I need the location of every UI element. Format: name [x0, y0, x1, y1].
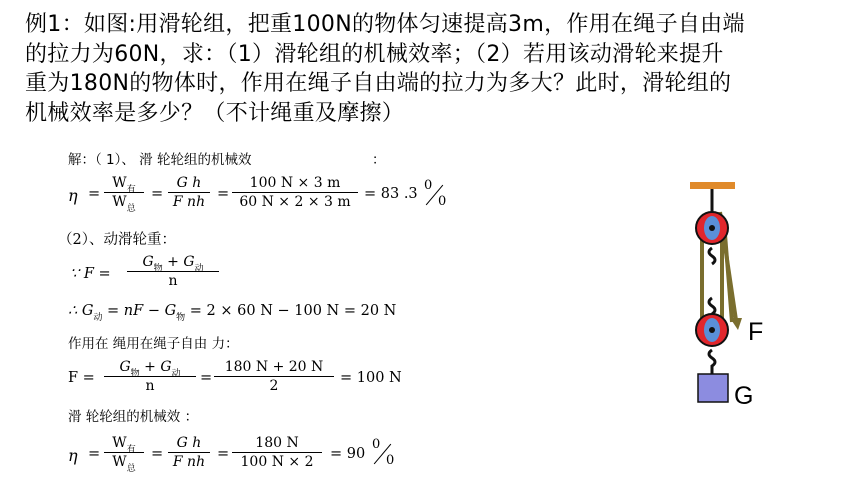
step1-label-text: 解：（ 1）、 滑 轮轮组的机械效 — [68, 152, 252, 168]
w-zong-2: W — [112, 454, 127, 470]
step1-colon: ： — [372, 152, 386, 168]
fixed-pulley-axle — [709, 225, 715, 231]
g-wu-sub: 物 — [153, 264, 163, 274]
force-arrow-head — [730, 318, 742, 330]
denominator-4: 100 N × 2 — [240, 454, 314, 470]
plus: + — [167, 254, 179, 270]
numerator-1: 100 N × 3 m — [232, 175, 358, 193]
g-wu-sub-2: 物 — [130, 369, 140, 379]
fraction-w-ratio-1 — [104, 175, 144, 214]
w-you-2: W — [112, 435, 127, 451]
therefore-g: ∴ G — [68, 303, 94, 319]
ceiling-beam — [690, 182, 735, 189]
result-3: = 100 N — [340, 370, 402, 386]
w-you: W — [112, 175, 127, 191]
n-denominator: n — [168, 273, 178, 289]
therefore-end: = 2 × 60 N − 100 N = 20 N — [189, 303, 397, 319]
therefore-g-sub: 动 — [93, 313, 103, 323]
problem-line-2: 的拉力为60N，求：（1）滑轮组的机械效率；（2）若用该动滑轮来提升 — [25, 41, 724, 67]
movable-pulley-axle — [709, 327, 715, 333]
w-you-sub-2: 有 — [126, 445, 136, 455]
equals-2: = — [151, 186, 164, 202]
g-wu-2: G — [119, 359, 131, 375]
w-you-sub: 有 — [126, 185, 136, 195]
plus-2: + — [144, 359, 156, 375]
force-label: 作用在 绳用在绳子自由 力： — [68, 336, 239, 352]
equals-3: = — [217, 186, 230, 202]
middle-chain — [709, 248, 715, 314]
percent2-zero-bottom: 0 — [386, 453, 395, 468]
therefore-g-sub2: 物 — [176, 313, 186, 323]
percent2-zero-top: 0 — [372, 437, 381, 452]
step2-label: （2）、动滑轮重： — [58, 232, 176, 248]
w-zong-sub-2: 总 — [126, 464, 136, 474]
g-wu: G — [142, 254, 154, 270]
numerator-3: 180 N + 20 N — [214, 359, 334, 377]
w-zong: W — [112, 194, 127, 210]
fraction-values-4 — [232, 435, 322, 470]
percent-zero-top: 0 — [424, 178, 433, 193]
step1-label — [68, 148, 251, 168]
problem-statement — [25, 10, 840, 128]
g-dong-2: G — [160, 359, 172, 375]
numerator-4: 180 N — [232, 435, 322, 453]
g-dong-sub: 动 — [194, 264, 204, 274]
fraction-values-1 — [232, 175, 358, 210]
therefore-line — [68, 303, 397, 323]
weight-block — [698, 374, 728, 402]
problem-line-3: 重为180N的物体时，作用在绳子自由端的拉力为多大？此时，滑轮组的 — [25, 71, 732, 96]
g-dong: G — [183, 254, 195, 270]
therefore-rest: = nF − G — [107, 303, 177, 319]
fraction-gh-fnh-2 — [168, 435, 210, 470]
fraction-gh-fnh-1 — [168, 175, 210, 210]
problem-line-4: 机械效率是多少？（不计绳重及摩擦） — [25, 100, 405, 126]
denominator-1: 60 N × 2 × 3 m — [239, 194, 351, 210]
denominator-3: 2 — [269, 378, 279, 394]
gh-2: G h — [168, 435, 210, 453]
label-f: F — [748, 318, 764, 346]
problem-line-1: 例1：如图:用滑轮组，把重100N的物体匀速提高3m，作用在绳子自由端 — [25, 12, 745, 37]
equals-7: = — [217, 446, 230, 462]
fraction-g-sum-2 — [104, 359, 196, 394]
fraction-values-3 — [214, 359, 334, 394]
w-zong-sub: 总 — [126, 204, 136, 214]
equals-4: = — [200, 370, 213, 386]
equals-5: = — [88, 446, 101, 462]
result-4: = 90 — [330, 446, 366, 462]
bottom-chain — [709, 350, 715, 374]
eta-symbol-2: η — [68, 446, 78, 465]
n-denominator-2: n — [145, 378, 155, 394]
gh: G h — [168, 175, 210, 193]
equals-6: = — [151, 446, 164, 462]
fraction-g-sum — [127, 254, 219, 289]
percent-zero-bottom: 0 — [438, 194, 447, 209]
label-g: G — [734, 382, 754, 410]
fraction-w-ratio-2 — [104, 435, 144, 474]
equals-1: = — [88, 186, 101, 202]
fnh: F nh — [172, 194, 206, 210]
because-f: ∵ F = — [70, 266, 111, 282]
result-1: = 83 .3 — [364, 186, 418, 202]
efficiency-label-2: 滑 轮轮组的机械效 ： — [68, 409, 199, 425]
f-equals: F = — [68, 370, 95, 386]
fnh-2: F nh — [172, 454, 206, 470]
eta-symbol-1: η — [68, 186, 78, 205]
g-dong-sub-2: 动 — [171, 369, 181, 379]
